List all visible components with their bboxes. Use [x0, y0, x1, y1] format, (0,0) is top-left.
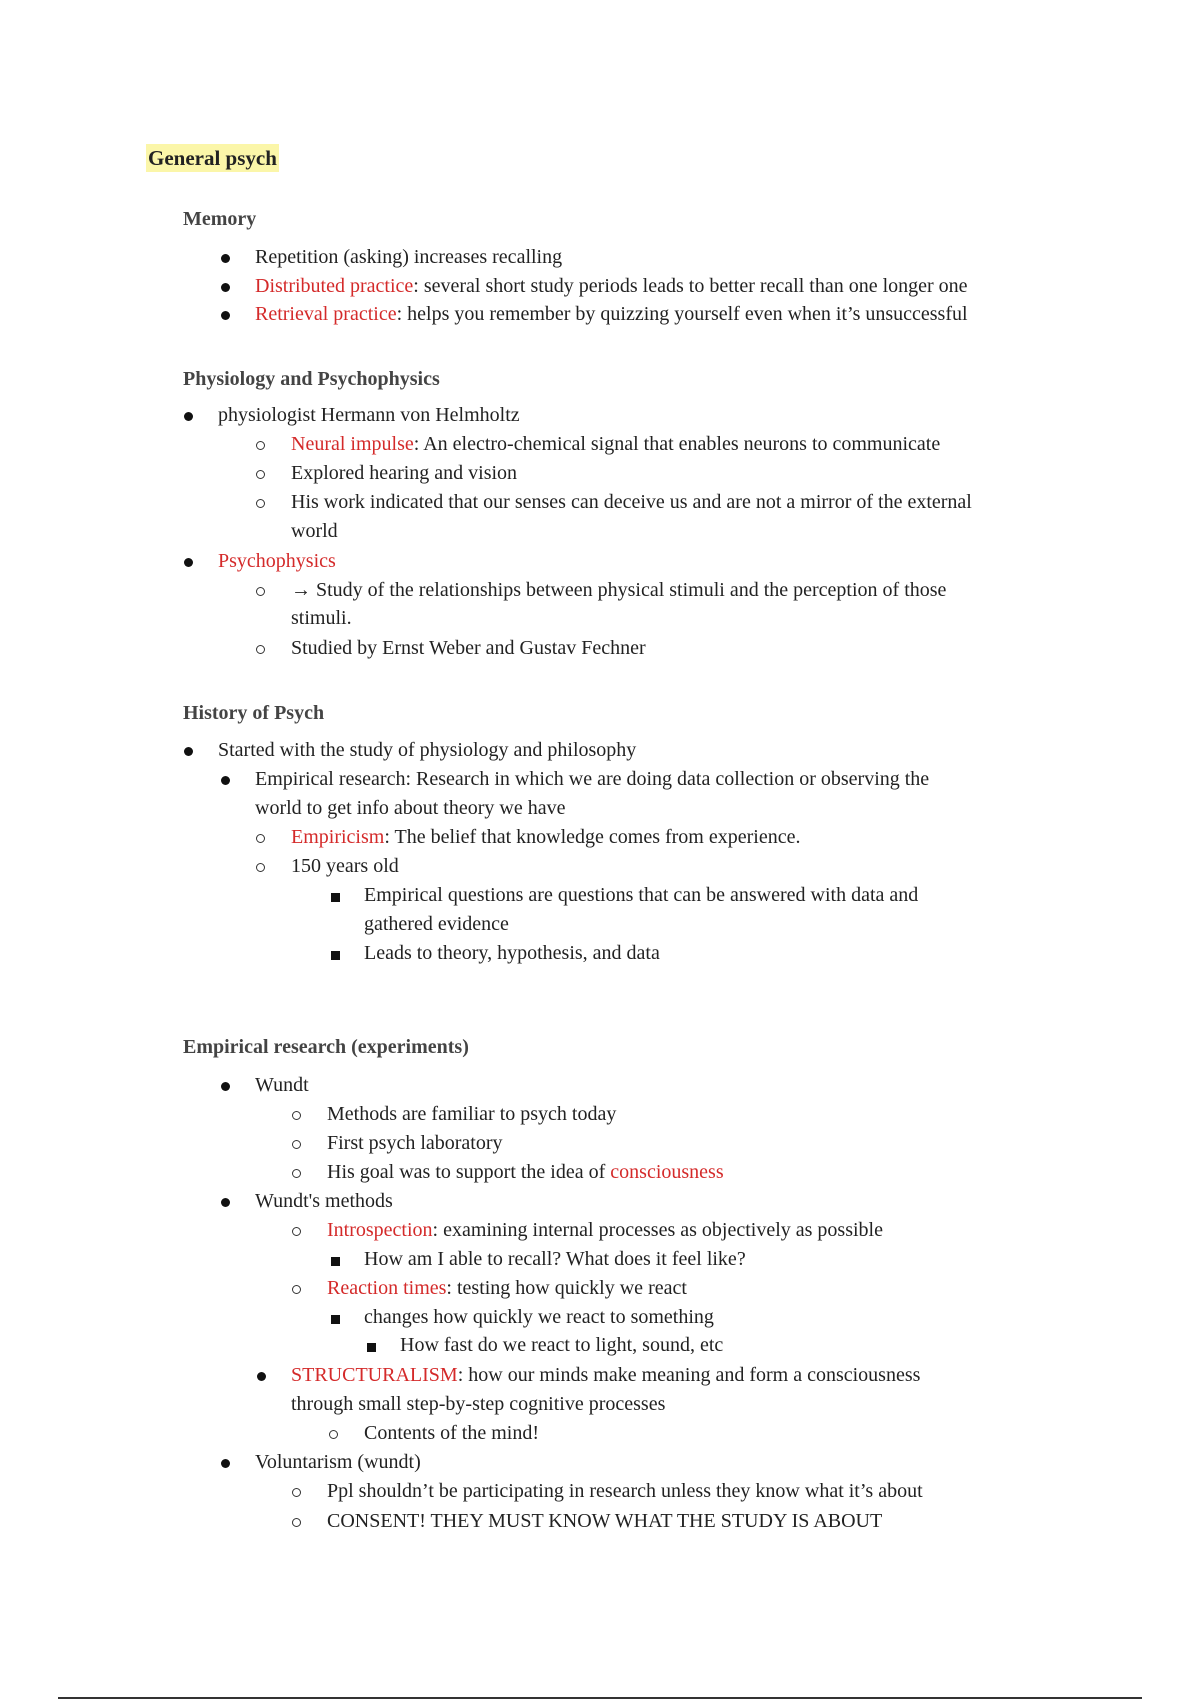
bullet-dot-icon [257, 1372, 266, 1381]
bullet-dot-icon [221, 776, 230, 785]
bullet-square-icon [367, 1343, 376, 1352]
list-item: Leads to theory, hypothesis, and data [364, 942, 660, 964]
bullet-circle-icon [256, 470, 265, 479]
bullet-square-icon [331, 1315, 340, 1324]
document-title: General psych [148, 146, 277, 170]
definition: : examining internal processes as objectively as possible [432, 1219, 883, 1241]
list-item: Voluntarism (wundt) [255, 1451, 421, 1473]
list-item: How fast do we react to light, sound, etc [400, 1334, 724, 1356]
bullet-dot-icon [221, 1082, 230, 1091]
bullet-circle-icon [292, 1140, 301, 1149]
list-item [327, 1159, 724, 1186]
list-item: Repetition (asking) increases recalling [255, 246, 563, 268]
item-text: His goal was to support the idea of [327, 1161, 611, 1183]
list-item: Explored hearing and vision [291, 462, 518, 484]
definition: : testing how quickly we react [446, 1277, 687, 1299]
list-item [291, 1362, 920, 1389]
list-item: changes how quickly we react to something [364, 1306, 714, 1328]
list-item [327, 1275, 687, 1302]
bullet-circle-icon [256, 863, 265, 872]
list-item: → Study of the relationships between physical stimuli and the perception of those [291, 579, 947, 601]
list-item-continuation: gathered evidence [364, 913, 509, 935]
list-item: His work indicated that our senses can deceive us and are not a mirror of the external [291, 491, 972, 513]
section-heading-history: History of Psych [183, 702, 325, 724]
bullet-circle-icon [256, 587, 265, 596]
bullet-circle-icon [292, 1518, 301, 1527]
section-heading-physiology: Physiology and Psychophysics [183, 368, 440, 390]
bullet-circle-icon [256, 645, 265, 654]
bullet-circle-icon [329, 1430, 338, 1439]
bullet-square-icon [331, 951, 340, 960]
list-item [255, 301, 968, 328]
bullet-dot-icon [184, 558, 193, 567]
list-item [291, 431, 940, 458]
list-item: Methods are familiar to psych today [327, 1103, 617, 1125]
section-heading-empirical-research: Empirical research (experiments) [183, 1036, 469, 1058]
list-item: Studied by Ernst Weber and Gustav Fechner [291, 637, 646, 659]
list-item-continuation: world [291, 520, 338, 542]
list-item: Wundt's methods [255, 1190, 393, 1212]
key-term: Distributed practice [255, 275, 414, 297]
definition: : helps you remember by quizzing yourself even when it’s unsuccessful [396, 303, 968, 325]
list-item: Wundt [255, 1074, 309, 1096]
bullet-circle-icon [292, 1111, 301, 1120]
list-item: physiologist Hermann von Helmholtz [218, 404, 520, 426]
bullet-circle-icon [256, 441, 265, 450]
bullet-dot-icon [221, 1459, 230, 1468]
key-term: Reaction times [327, 1277, 447, 1299]
list-item: Empirical research: Research in which we are doing data collection or observing the [255, 768, 930, 790]
bullet-dot-icon [184, 747, 193, 756]
list-item-continuation: stimuli. [291, 607, 352, 629]
bullet-dot-icon [221, 254, 230, 263]
list-item: Contents of the mind! [364, 1422, 539, 1444]
key-term: Empiricism [291, 826, 385, 848]
key-term: STRUCTURALISM [291, 1364, 458, 1386]
key-term: Neural impulse [291, 433, 414, 455]
definition: : how our minds make meaning and form a consciousness [457, 1364, 921, 1386]
definition: : An electro-chemical signal that enables neurons to communicate [413, 433, 941, 455]
list-item: Started with the study of physiology and philosophy [218, 739, 637, 761]
bullet-circle-icon [292, 1488, 301, 1497]
bullet-circle-icon [256, 499, 265, 508]
bullet-dot-icon [184, 412, 193, 421]
bullet-circle-icon [292, 1169, 301, 1178]
list-item: CONSENT! THEY MUST KNOW WHAT THE STUDY IS ABOUT [327, 1510, 883, 1532]
key-term: Retrieval practice [255, 303, 397, 325]
list-item: Empirical questions are questions that can be answered with data and [364, 884, 919, 906]
list-item-continuation: through small step-by-step cognitive processes [291, 1393, 666, 1415]
bullet-dot-icon [221, 1198, 230, 1207]
list-item: How am I able to recall? What does it feel like? [364, 1248, 746, 1270]
list-item: Ppl shouldn’t be participating in research unless they know what it’s about [327, 1480, 923, 1502]
bullet-circle-icon [292, 1227, 301, 1236]
list-item [291, 824, 800, 851]
list-item-continuation: world to get info about theory we have [255, 797, 566, 819]
key-term: consciousness [610, 1161, 724, 1183]
bullet-square-icon [331, 893, 340, 902]
list-item [255, 273, 968, 300]
bullet-dot-icon [221, 283, 230, 292]
page-bottom-rule [58, 1697, 1142, 1699]
bullet-circle-icon [256, 834, 265, 843]
list-item: 150 years old [291, 855, 399, 877]
bullet-circle-icon [292, 1285, 301, 1294]
list-item [327, 1217, 883, 1244]
key-term: Introspection [327, 1219, 433, 1241]
key-term: Psychophysics [218, 550, 336, 572]
bullet-dot-icon [221, 311, 230, 320]
definition: : several short study periods leads to better recall than one longer one [413, 275, 968, 297]
section-heading-memory: Memory [183, 208, 257, 230]
bullet-square-icon [331, 1257, 340, 1266]
definition: : The belief that knowledge comes from experience. [384, 826, 801, 848]
list-item: First psych laboratory [327, 1132, 503, 1154]
